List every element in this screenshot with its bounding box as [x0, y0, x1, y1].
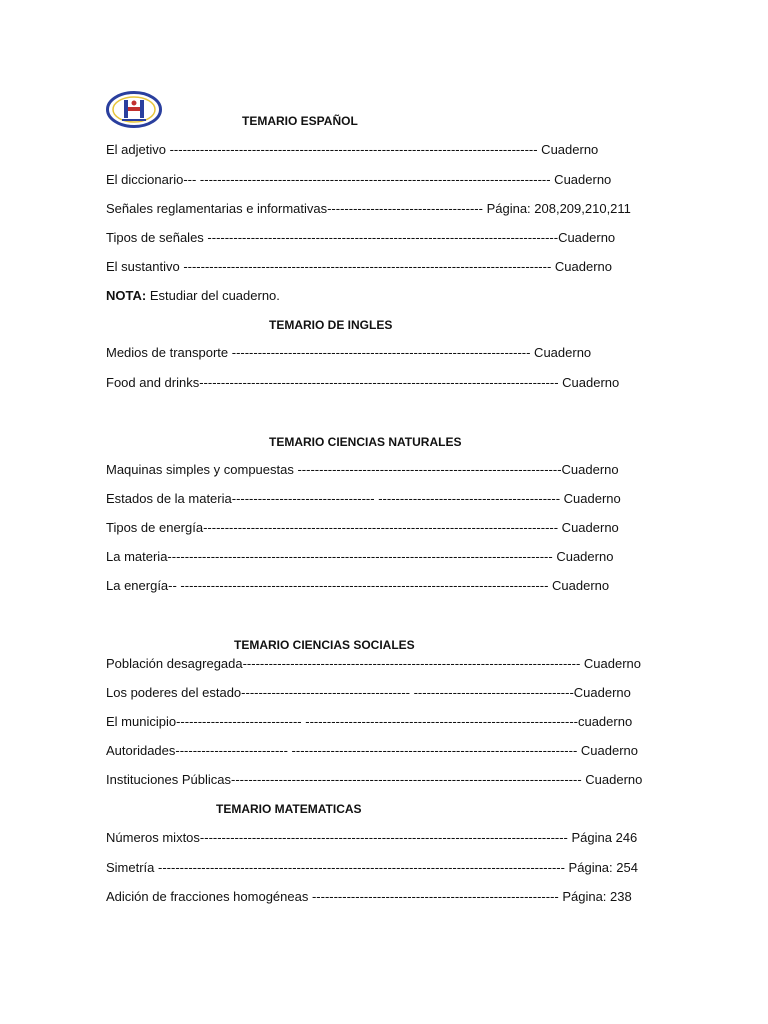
list-item: Instituciones Públicas--------------------------------------------------------------------------------- Cuaderno [106, 772, 643, 787]
list-item: La energía-- ------------------------------------------------------------------------------------- Cuaderno [106, 578, 610, 593]
list-item: El municipio----------------------------- ---------------------------------------------------------------cuaderno [106, 714, 633, 729]
list-item: El sustantivo ------------------------------------------------------------------------------------- Cuaderno [106, 259, 612, 274]
list-item: Simetría ---------------------------------------------------------------------------------------------- Página: 254 [106, 860, 638, 875]
list-item: Números mixtos------------------------------------------------------------------------------------- Página 246 [106, 830, 638, 845]
section-title-naturales: TEMARIO CIENCIAS NATURALES [269, 435, 462, 449]
section-title-matematicas: TEMARIO MATEMATICAS [216, 802, 362, 816]
note-label: NOTA: [106, 288, 147, 303]
school-logo-icon [106, 91, 162, 128]
list-item: El adjetivo ------------------------------------------------------------------------------------- Cuaderno [106, 142, 599, 157]
section-title-espanol: TEMARIO ESPAÑOL [242, 114, 358, 128]
note [106, 288, 280, 304]
list-item: Señales reglamentarias e informativas------------------------------------ Página: 208,209,210,211 [106, 201, 631, 216]
list-item: Los poderes del estado--------------------------------------- -------------------------------------Cuaderno [106, 685, 631, 700]
list-item: El diccionario--- --------------------------------------------------------------------------------- Cuaderno [106, 172, 612, 187]
section-title-sociales: TEMARIO CIENCIAS SOCIALES [234, 638, 415, 652]
list-item: Tipos de señales ---------------------------------------------------------------------------------Cuaderno [106, 230, 616, 245]
list-item: Medios de transporte --------------------------------------------------------------------- Cuaderno [106, 345, 592, 360]
list-item: Maquinas simples y compuestas -------------------------------------------------------------Cuaderno [106, 462, 619, 477]
list-item: Tipos de energía---------------------------------------------------------------------------------- Cuaderno [106, 520, 619, 535]
list-item: Adición de fracciones homogéneas --------------------------------------------------------- Página: 238 [106, 889, 632, 904]
list-item: La materia----------------------------------------------------------------------------------------- Cuaderno [106, 549, 614, 564]
list-item: Food and drinks----------------------------------------------------------------------------------- Cuaderno [106, 375, 620, 390]
section-title-ingles: TEMARIO DE INGLES [269, 318, 393, 332]
note-text: Estudiar del cuaderno. [146, 288, 280, 303]
list-item: Autoridades-------------------------- ------------------------------------------------------------------ Cuaderno [106, 743, 638, 758]
list-item: Estados de la materia--------------------------------- ------------------------------------------ Cuaderno [106, 491, 621, 506]
list-item: Población desagregada------------------------------------------------------------------------------ Cuaderno [106, 656, 641, 671]
